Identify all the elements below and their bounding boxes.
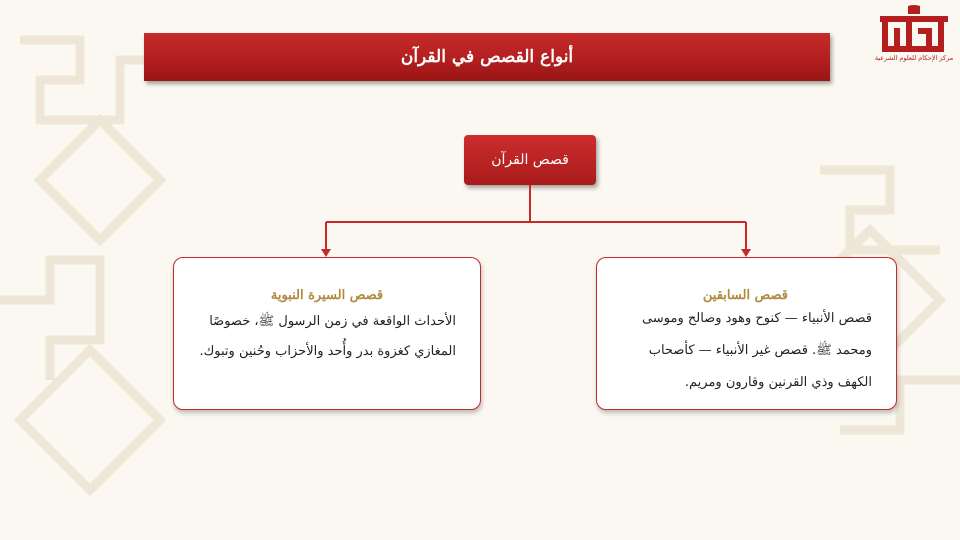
card-line: المغازي كغزوة بدر وأُحد والأحزاب وحُنين وتبوك. [199, 344, 456, 359]
logo-text: مركز الإحكام للعلوم الشرعية [874, 54, 954, 62]
arrow-right-icon [741, 249, 751, 257]
card-title: قصص السابقين [702, 288, 788, 303]
card-prophetic-biography [173, 257, 481, 410]
card-line: الكهف وذي القرنين وقارون ومريم. [684, 375, 872, 390]
arrow-left-icon [321, 249, 331, 257]
root-node-label: قصص القرآن [491, 152, 569, 168]
slide-title-text: أنواع القصص في القرآن [400, 47, 574, 67]
card-body [597, 303, 896, 399]
card-line: ومحمد ﷺ. قصص غير الأنبياء — كأصحاب [648, 343, 872, 358]
card-title: قصص السيرة النبوية [270, 288, 384, 303]
card-body [174, 307, 480, 367]
card-line: قصص الأنبياء — كنوح وهود وصالح وموسى [642, 311, 872, 326]
card-line: الأحداث الواقعة في زمن الرسول ﷺ، خصوصًا [209, 314, 456, 329]
card-previous-nations [596, 257, 897, 410]
